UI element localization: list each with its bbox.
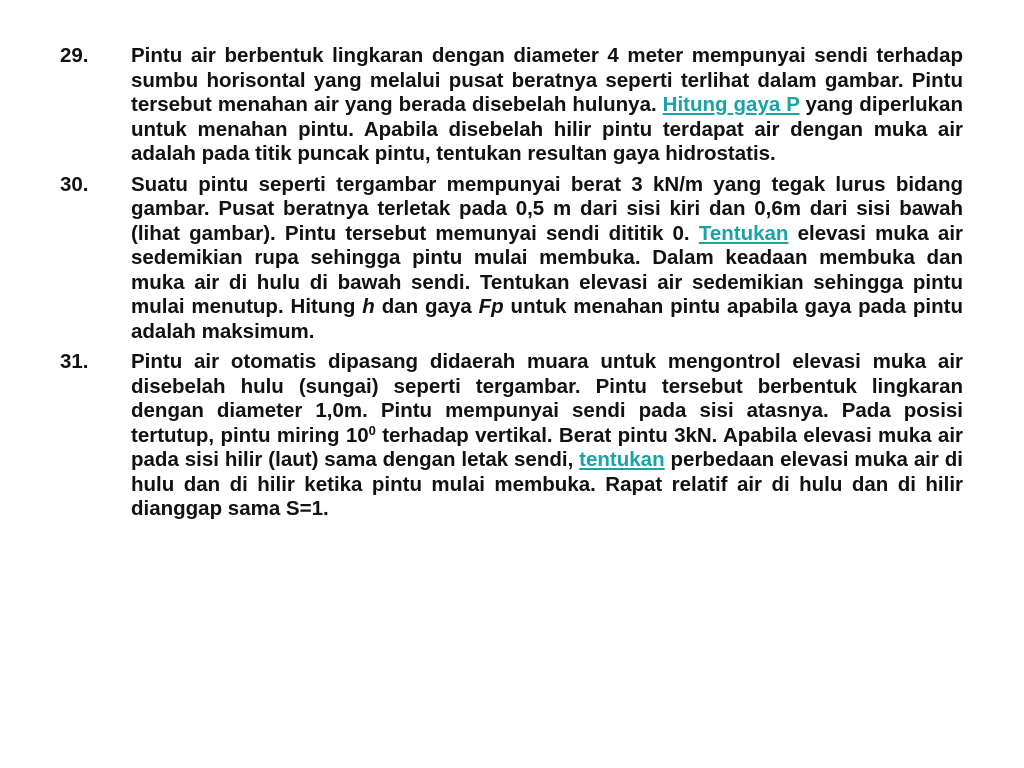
text-segment: terhadap vertikal. Berat pintu 3kN. Apabila elevasi muka air pada sisi hilir (laut) sama dengan letak sendi,: [131, 423, 963, 471]
italic-fp: Fp: [478, 295, 504, 318]
problem-29: [60, 44, 963, 167]
text-segment: Suatu pintu seperti tergambar mempunyai berat 3 kN/m yang tegak lurus bidang gambar. Pusat beratnya terletak pada 0,5 m dari sisi kiri dan 0,6m dari sisi bawah (lihat gambar). Pintu tersebut memunyai sendi dititik 0.: [131, 172, 963, 245]
degree-superscript: 0: [368, 422, 376, 438]
problem-number: 30.: [60, 172, 89, 196]
hitung-gaya-p-link[interactable]: Hitung gaya P: [662, 93, 800, 116]
text-segment: perbedaan elevasi muka air di hulu dan di hilir ketika pintu mulai membuka. Rapat relatif air di hulu dan di hilir dianggap sama S=1.: [131, 448, 963, 520]
problem-text: [131, 350, 963, 522]
problem-30: [60, 173, 963, 345]
problem-number: 29.: [60, 44, 89, 67]
text-segment: untuk menahan pintu apabila gaya pada pintu adalah maksimum.: [131, 295, 963, 343]
italic-h: h: [362, 295, 375, 318]
text-segment: dan gaya: [381, 295, 472, 318]
problem-number: 31.: [60, 350, 89, 373]
text-segment: Pintu air otomatis dipasang didaerah muara untuk mengontrol elevasi muka air disebelah hulu (sungai) seperti tergambar. Pintu tersebut berbentuk lingkaran dengan diameter 1,0m. Pintu mempunyai sendi pada sisi atasnya. Pada posisi tertutup, pintu miring 10: [131, 350, 963, 447]
problem-text: [131, 44, 963, 167]
tentukan-link[interactable]: tentukan: [579, 448, 665, 471]
problem-text: [131, 173, 963, 345]
text-segment: yang diperlukan untuk menahan pintu. Apabila disebelah hilir pintu terdapat air dengan muka air adalah pada titik puncak pintu, tentukan resultan gaya hidrostatis.: [131, 93, 963, 165]
text-segment: Pintu air berbentuk lingkaran dengan diameter 4 meter mempunyai sendi terhadap sumbu horisontal yang melalui pusat beratnya seperti terlihat dalam gambar. Pintu tersebut menahan air yang berada disebelah hulunya.: [131, 44, 963, 116]
problem-31: [60, 350, 963, 522]
text-segment: elevasi muka air sedemikian rupa sehingga pintu mulai membuka. Dalam keadaan membuka dan muka air di hulu di bawah sendi. Tentukan elevasi air sedemikian sehingga pintu mulai menutup. Hitung: [131, 221, 963, 318]
tentukan-link[interactable]: Tentukan: [698, 221, 789, 245]
slide-content: [60, 44, 963, 528]
